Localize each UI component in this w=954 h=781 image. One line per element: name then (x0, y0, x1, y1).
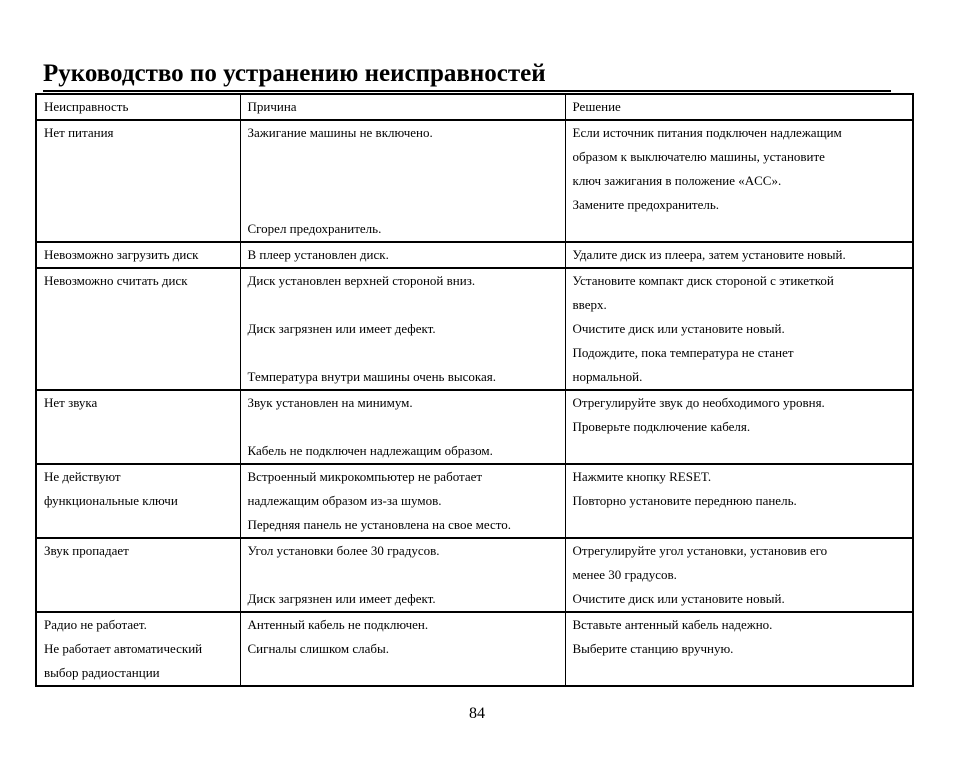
header-cause: Причина (240, 94, 565, 120)
cause-cell (240, 390, 565, 464)
page-title: Руководство по устранению неисправностей (43, 60, 546, 87)
cause-cell (240, 538, 565, 612)
solution-text: Проверьте подключение кабеля. (572, 419, 751, 434)
line-spacer (248, 415, 558, 439)
solution-cell (565, 538, 913, 612)
troubleshooting-table (35, 93, 914, 687)
fault-text: Невозможно считать диск (44, 273, 188, 288)
solution-text: Подождите, пока температура не станет (572, 345, 794, 360)
table-row (36, 242, 913, 268)
line-spacer (248, 341, 558, 365)
solution-cell (565, 390, 913, 464)
fault-cell (36, 268, 240, 390)
solution-cell (565, 612, 913, 686)
cause-text: Встроенный микрокомпьютер не работает (247, 469, 483, 484)
line-spacer (248, 293, 558, 317)
solution-text: Замените предохранитель. (572, 197, 720, 212)
solution-text: Установите компакт диск стороной с этикеткой (572, 273, 834, 288)
solution-text: менее 30 градусов. (572, 567, 677, 582)
solution-text: Отрегулируйте звук до необходимого уровня. (572, 395, 825, 410)
table-body (36, 120, 913, 686)
solution-text: Если источник питания подключен надлежащим (572, 125, 842, 140)
table-row (36, 268, 913, 390)
fault-cell (36, 612, 240, 686)
solution-text: ключ зажигания в положение «ACC». (572, 173, 782, 188)
cause-text: Сгорел предохранитель. (247, 221, 382, 236)
solution-text: Очистите диск или установите новый. (572, 591, 785, 606)
solution-cell (565, 268, 913, 390)
cause-text: Антенный кабель не подключен. (247, 617, 429, 632)
cause-text: Зажигание машины не включено. (247, 125, 433, 140)
fault-cell (36, 464, 240, 538)
fault-text: Не действуют (44, 469, 121, 484)
fault-text: функциональные ключи (44, 493, 178, 508)
fault-cell (36, 120, 240, 242)
line-spacer (248, 145, 558, 169)
cause-text: Кабель не подключен надлежащим образом. (247, 443, 493, 458)
cause-cell (240, 120, 565, 242)
page-number: 84 (469, 705, 485, 722)
table-row (36, 390, 913, 464)
header-fault: Неисправность (36, 94, 240, 120)
solution-text: Очистите диск или установите новый. (572, 321, 785, 336)
table-row (36, 464, 913, 538)
cause-text: Сигналы слишком слабы. (247, 641, 390, 656)
cause-text: В плеер установлен диск. (247, 247, 389, 262)
solution-text: нормальной. (572, 369, 643, 384)
cause-cell (240, 242, 565, 268)
fault-cell (36, 390, 240, 464)
fault-text: Нет звука (44, 395, 98, 410)
line-spacer (248, 169, 558, 193)
solution-cell (565, 242, 913, 268)
cause-cell (240, 464, 565, 538)
solution-text: вверх. (572, 297, 607, 312)
header-solution: Решение (565, 94, 913, 120)
table-header-row (36, 94, 913, 120)
table-row (36, 612, 913, 686)
table-row (36, 538, 913, 612)
cause-text: Диск загрязнен или имеет дефект. (247, 591, 436, 606)
cause-text: Передняя панель не установлена на свое место. (247, 517, 511, 532)
cause-text: Звук установлен на минимум. (247, 395, 413, 410)
solution-text: Выберите станцию вручную. (572, 641, 734, 656)
title-underline (43, 90, 891, 92)
cause-cell (240, 268, 565, 390)
fault-text: Невозможно загрузить диск (44, 247, 199, 262)
cause-cell (240, 612, 565, 686)
cause-text: Диск установлен верхней стороной вниз. (247, 273, 476, 288)
fault-text: выбор радиостанции (44, 665, 160, 680)
fault-text: Радио не работает. (44, 617, 147, 632)
fault-text: Не работает автоматический (44, 641, 203, 656)
fault-text: Нет питания (44, 125, 114, 140)
line-spacer (248, 193, 558, 217)
line-spacer (248, 563, 558, 587)
solution-text: образом к выключателю машины, установите (572, 149, 825, 164)
table-row (36, 120, 913, 242)
fault-cell (36, 538, 240, 612)
solution-text: Повторно установите переднюю панель. (572, 493, 797, 508)
solution-cell (565, 120, 913, 242)
fault-text: Звук пропадает (44, 543, 129, 558)
solution-text: Отрегулируйте угол установки, установив его (572, 543, 828, 558)
cause-text: Температура внутри машины очень высокая. (247, 369, 496, 384)
solution-text: Нажмите кнопку RESET. (572, 469, 712, 484)
solution-cell (565, 464, 913, 538)
cause-text: Диск загрязнен или имеет дефект. (247, 321, 436, 336)
solution-text: Удалите диск из плеера, затем установите новый. (572, 247, 846, 262)
solution-text: Вставьте антенный кабель надежно. (572, 617, 773, 632)
cause-text: надлежащим образом из-за шумов. (247, 493, 442, 508)
fault-cell (36, 242, 240, 268)
cause-text: Угол установки более 30 градусов. (247, 543, 440, 558)
